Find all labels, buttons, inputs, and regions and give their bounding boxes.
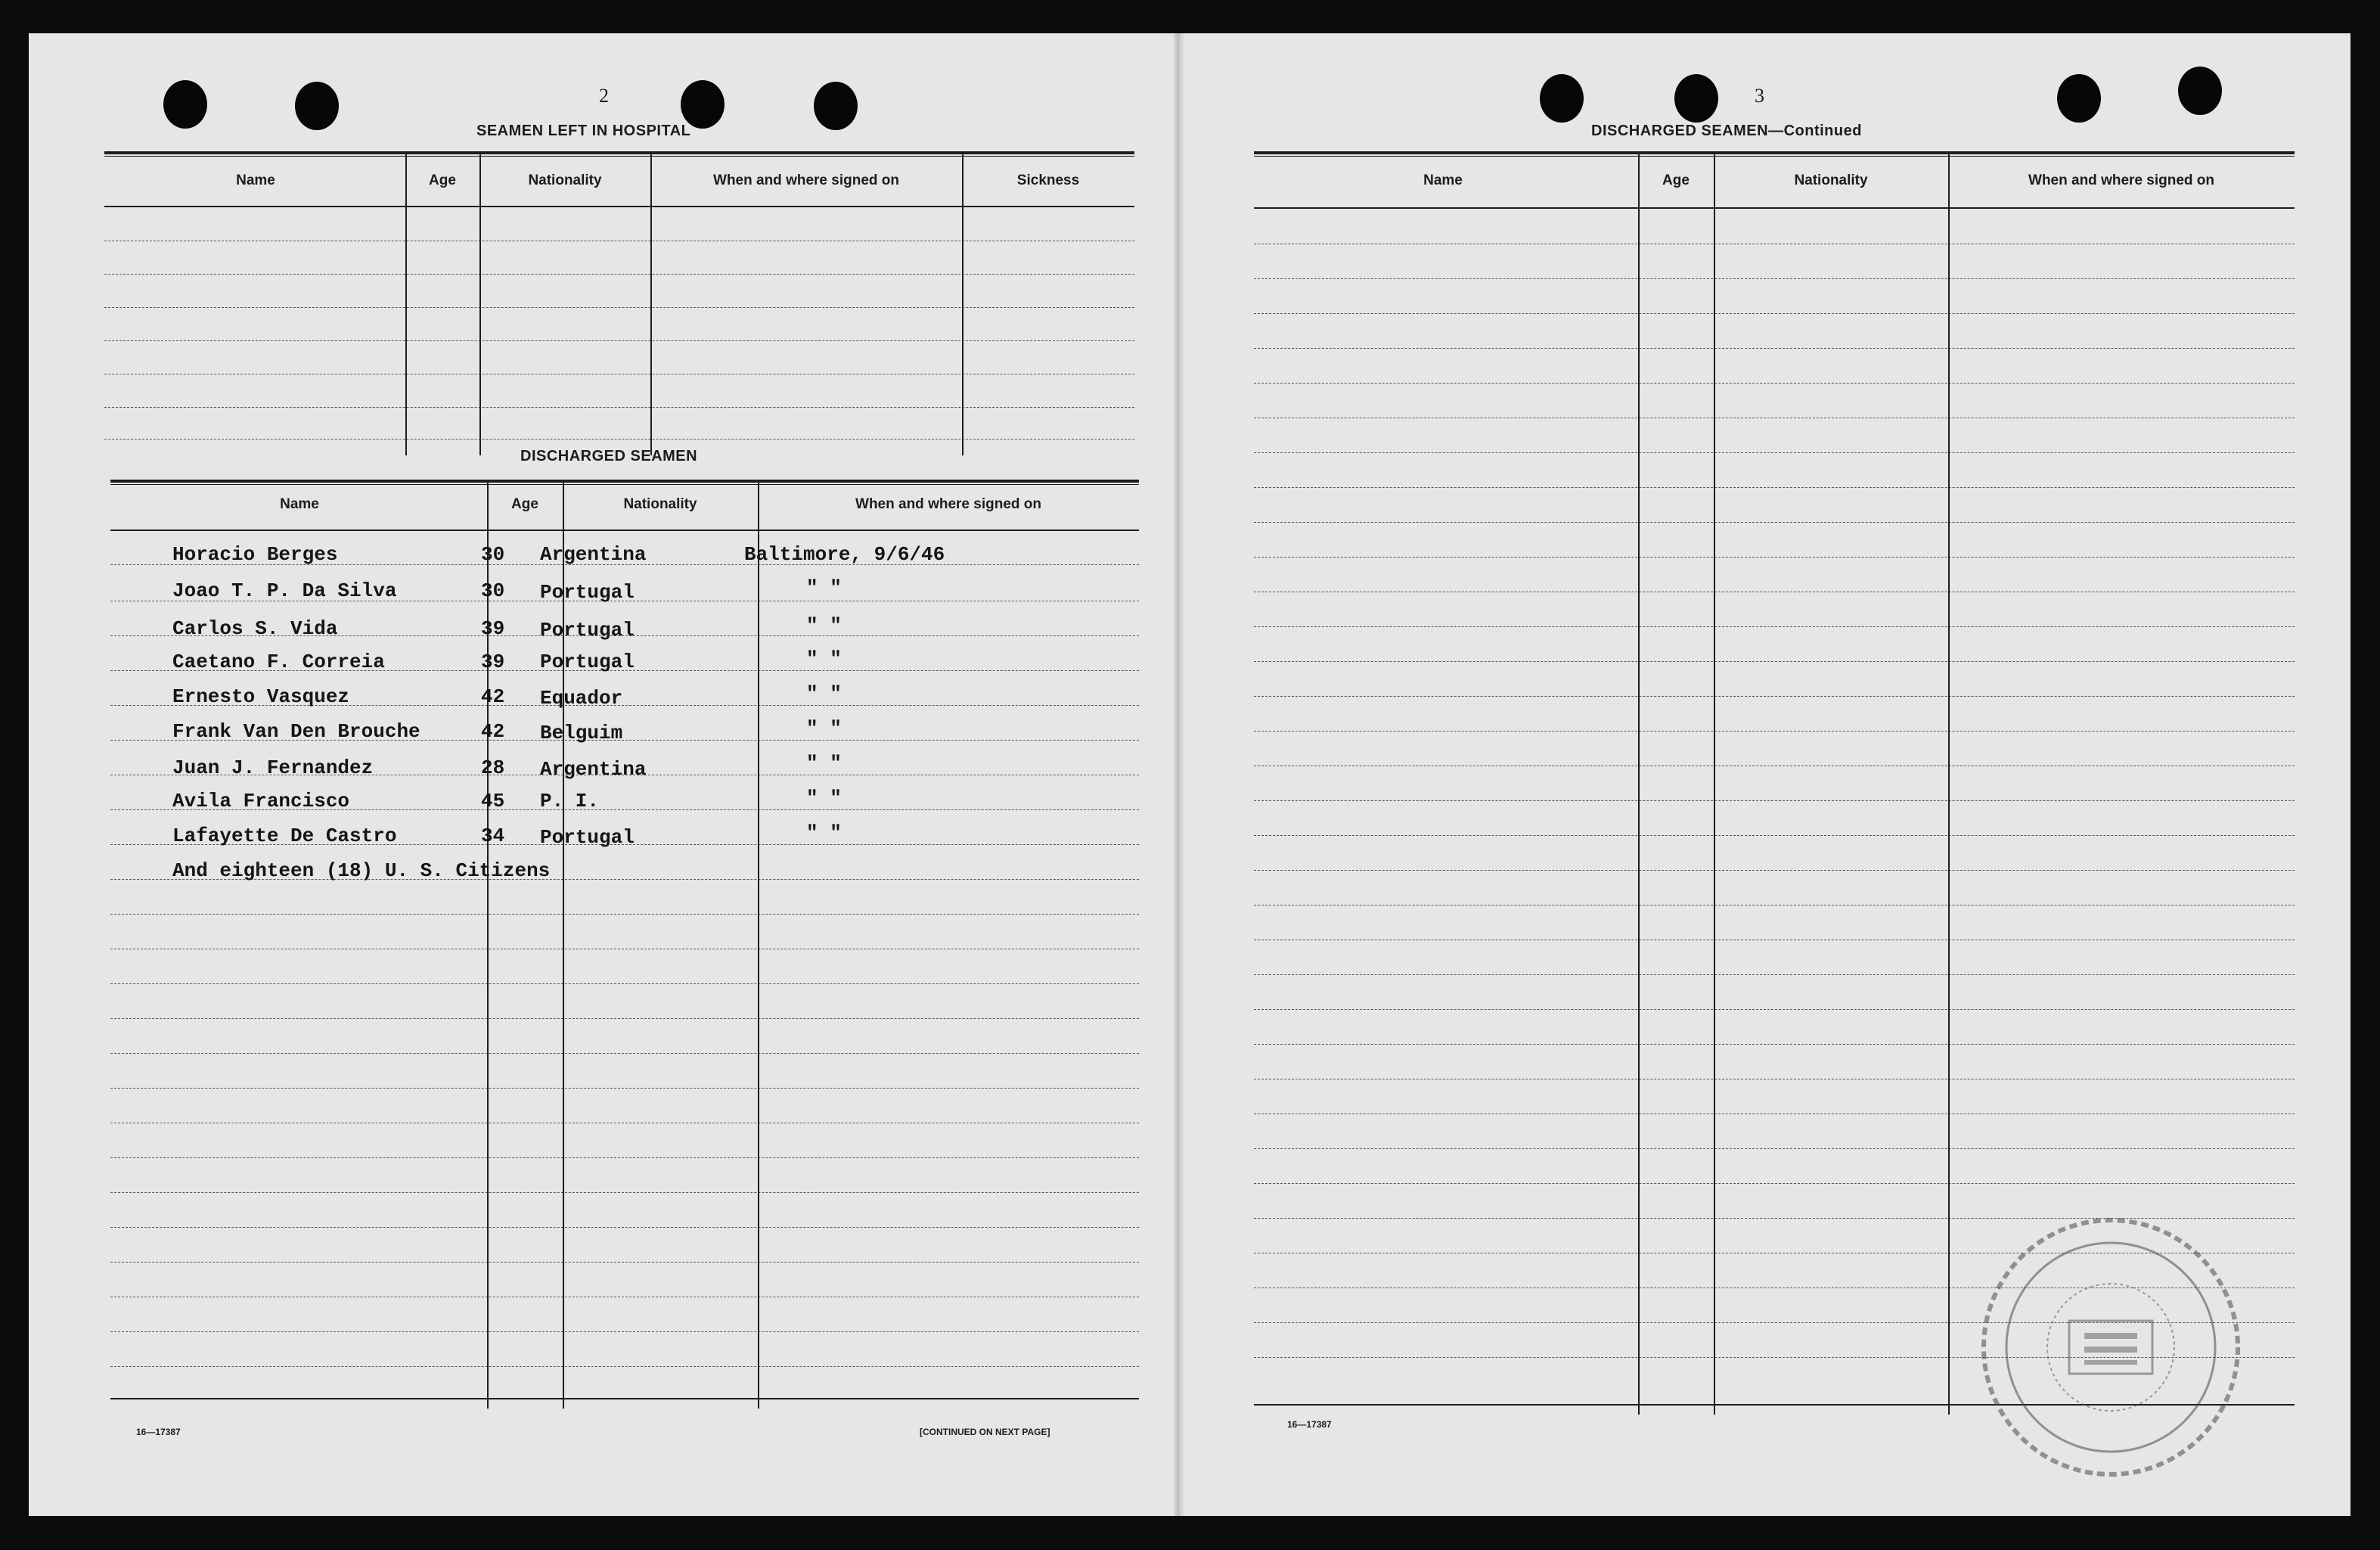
page-number: 2 [599,85,609,107]
document-sheet [29,33,2351,1516]
seaman-nationality: Portugal [540,651,635,673]
column-header-signed-on: When and where signed on [2028,172,2214,188]
punch-hole [1674,74,1718,123]
continued-note: [CONTINUED ON NEXT PAGE] [920,1427,1050,1437]
seaman-name: Carlos S. Vida [172,617,338,640]
punch-hole [1540,74,1584,123]
discharged-continued-title [1591,123,1862,140]
seaman-signed-on: " " [806,822,842,844]
column-header-sickness: Sickness [1016,172,1080,188]
column-header-nationality: Nationality [623,496,697,512]
seaman-signed-on: " " [806,682,842,705]
seaman-signed-on: " " [806,614,842,637]
page-number: 3 [1755,85,1764,107]
seaman-name: Horacio Berges [172,543,338,566]
seaman-age: 45 [481,790,505,812]
column-header-name: Name [236,172,275,188]
punch-hole [814,82,858,130]
punch-hole [2178,67,2222,115]
section-title-suffix: —Continued [1768,123,1862,139]
seaman-nationality: Equador [540,687,623,710]
seaman-signed-on: " " [806,752,842,775]
seaman-signed-on: " " [806,576,842,599]
punch-hole [2057,74,2101,123]
column-header-age: Age [1662,172,1690,188]
seaman-signed-on: " " [806,648,842,670]
seaman-name: Juan J. Fernandez [172,756,374,779]
seaman-name: Frank Van Den Brouche [172,720,420,743]
seaman-signed-on: Baltimore, 9/6/46 [744,543,945,566]
column-header-name: Name [1423,172,1463,188]
seaman-age: 34 [481,825,505,847]
us-citizens-note: And eighteen (18) U. S. Citizens [172,859,551,882]
discharged-section-title: DISCHARGED SEAMEN [520,448,698,464]
seaman-age: 39 [481,651,505,673]
seaman-nationality: Portugal [540,619,635,641]
seaman-age: 42 [481,720,505,743]
column-header-nationality: Nationality [1794,172,1868,188]
punch-hole [163,80,207,129]
form-number: 16—17387 [1287,1419,1332,1430]
hospital-section-title: SEAMEN LEFT IN HOSPITAL [476,123,691,139]
seaman-name: Caetano F. Correia [172,651,385,673]
seaman-age: 30 [481,579,505,602]
seaman-signed-on: " " [806,787,842,809]
column-header-age: Age [429,172,456,188]
column-header-signed-on: When and where signed on [855,496,1041,512]
seaman-name: Lafayette De Castro [172,825,397,847]
hospital-table [104,151,1134,455]
seaman-signed-on: " " [806,717,842,740]
seaman-nationality: Argentina [540,543,647,566]
seaman-age: 28 [481,756,505,779]
seaman-name: Avila Francisco [172,790,350,812]
seaman-name: Ernesto Vasquez [172,685,350,708]
page-fold [1174,33,1184,1516]
stamp-seal [1971,1207,2251,1487]
form-number: 16—17387 [136,1427,181,1437]
column-header-nationality: Nationality [528,172,602,188]
punch-hole [681,80,725,129]
seaman-nationality: Portugal [540,581,635,604]
seaman-nationality: Argentina [540,758,647,781]
seaman-nationality: P. I. [540,790,600,812]
column-header-name: Name [280,496,319,512]
column-header-age: Age [511,496,538,512]
seaman-nationality: Portugal [540,826,635,849]
column-header-signed-on: When and where signed on [713,172,899,188]
section-title: DISCHARGED SEAMEN [1591,123,1769,139]
seaman-age: 42 [481,685,505,708]
seaman-age: 39 [481,617,505,640]
punch-hole [295,82,339,130]
seaman-age: 30 [481,543,505,566]
seaman-nationality: Belguim [540,722,623,744]
seaman-name: Joao T. P. Da Silva [172,579,397,602]
